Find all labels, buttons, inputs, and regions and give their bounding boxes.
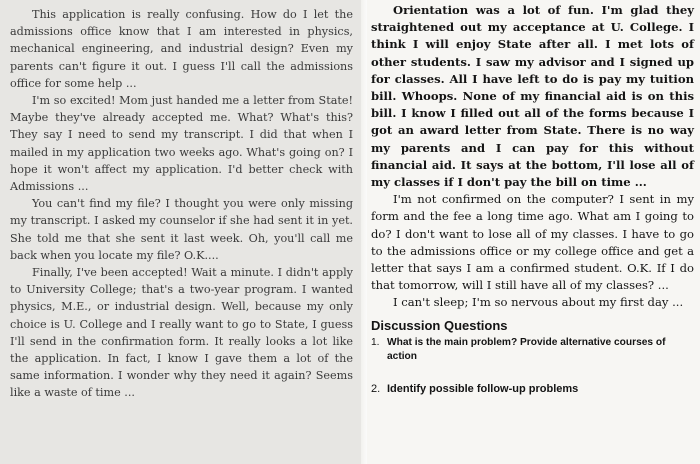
discussion-question bbox=[371, 382, 694, 396]
paragraph: I'm not confirmed on the computer? I sent in my form and the fee a long time ago. What am I going to do? I don't want to lose all of my classes. I have to go to the admissions office or my college office and get a letter that says I am a confirmed student. O.K. If I do that tomorrow, will I still have all of my classes? ... bbox=[371, 192, 694, 293]
paragraph: Orientation was a lot of fun. I'm glad they straightened out my acceptance at U. College. I think I will enjoy State after all. I met lots of other students. I saw my advisor and I signed up for classes. All I have left to do is pay my tuition bill. Whoops. None of my financial aid is on this bill. I know I filled out all of the forms because I got an award letter from State. There is no way my parents and I can pay for this without financial aid. It says at the bottom, I'll lose all of my classes if I don't pay the bill on time ... bbox=[371, 3, 694, 190]
question-number: 2. bbox=[371, 382, 381, 395]
paragraph: I'm so excited! Mom just handed me a letter from State! Maybe they've already accepted me. What? What's this? They say I need to send my transcript. I did that when I mailed in my application two weeks ago. What's going on? I hope it won't affect my application. I'd better check with Admissions ... bbox=[10, 94, 353, 194]
discussion-question bbox=[371, 336, 694, 364]
right-text-column bbox=[367, 0, 700, 464]
paragraph: You can't find my file? I thought you were only missing my transcript. I asked my counselor if she had sent it in yet. She told me that she sent it last week. Oh, you'll call me back when you locate my file? O.K.... bbox=[10, 197, 353, 262]
question-text: What is the main problem? Provide alternative courses of action bbox=[387, 336, 666, 362]
question-text: Identify possible follow-up problems bbox=[387, 382, 579, 395]
paragraph: This application is really confusing. How do I let the admissions office know that I am interested in physics, mechanical engineering, and industrial design? Even my parents can't figure it out. I guess I'll call the admissions office for some help ... bbox=[10, 8, 353, 90]
paragraph: I can't sleep; I'm so nervous about my first day ... bbox=[393, 295, 684, 310]
question-number: 1. bbox=[371, 336, 380, 348]
discussion-questions-heading: Discussion Questions bbox=[371, 317, 508, 333]
paragraph: Finally, I've been accepted! Wait a minute. I didn't apply to University College; that's a two-year program. I wanted physics, M.E., or industrial design. Well, because my only choice is U. College and I really want to go to State, I guess I'll send in the confirmation form. It really looks a lot like the application. In fact, I know I gave them a lot of the same information. I wonder why they need it again? Seems like a waste of time ... bbox=[10, 266, 353, 400]
